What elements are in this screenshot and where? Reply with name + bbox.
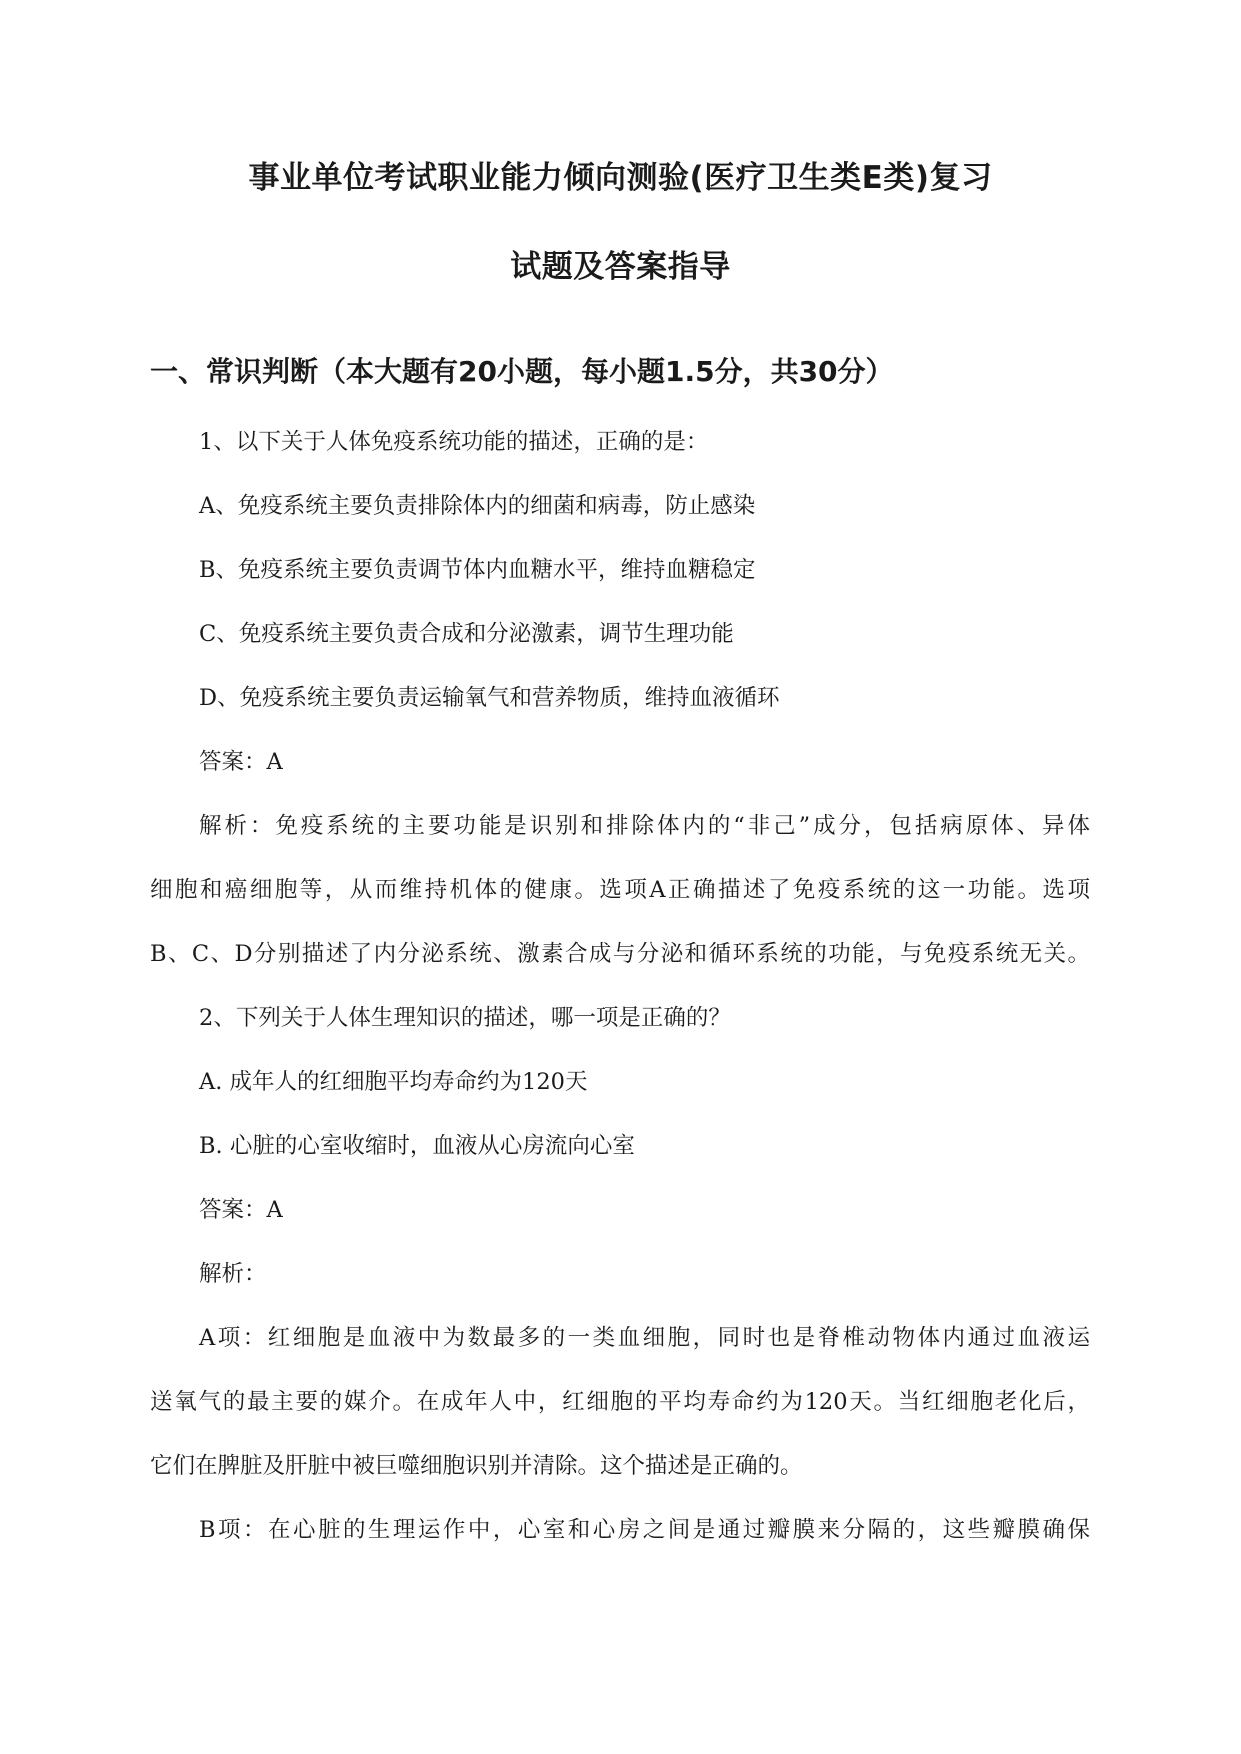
section-heading: 一、常识判断（本大题有20小题，每小题1.5分，共30分） [150, 355, 894, 388]
question-1-analysis-line2: 细胞和癌细胞等，从而维持机体的健康。选项A正确描述了免疫系统的这一功能。选项 [150, 877, 1090, 903]
question-2-analysis-a-line2: 送氧气的最主要的媒介。在成年人中，红细胞的平均寿命约为120天。当红细胞老化后， [150, 1389, 1090, 1415]
question-1-analysis-line3: B、C、D分别描述了内分泌系统、激素合成与分泌和循环系统的功能，与免疫系统无关。 [150, 941, 1090, 967]
question-2-analysis-a-line1: A项：红细胞是血液中为数最多的一类血细胞，同时也是脊椎动物体内通过血液运 [199, 1325, 1090, 1351]
question-1-option-d: D、免疫系统主要负责运输氧气和营养物质，维持血液循环 [199, 685, 780, 711]
document-title-line2: 试题及答案指导 [510, 249, 731, 285]
question-1-option-c: C、免疫系统主要负责合成和分泌激素，调节生理功能 [199, 621, 734, 647]
question-2-analysis-label: 解析： [199, 1261, 267, 1287]
question-2-option-b: B. 心脏的心室收缩时，血液从心房流向心室 [199, 1133, 635, 1159]
question-1-analysis-line1: 解析：免疫系统的主要功能是识别和排除体内的“非己”成分，包括病原体、异体 [199, 813, 1090, 839]
question-1-option-b: B、免疫系统主要负责调节体内血糖水平，维持血糖稳定 [199, 557, 756, 583]
question-1-answer: 答案：A [199, 749, 283, 775]
question-2-answer: 答案：A [199, 1197, 283, 1223]
document-title-line1: 事业单位考试职业能力倾向测验(医疗卫生类E类)复习 [248, 160, 993, 196]
question-1-option-a: A、免疫系统主要负责排除体内的细菌和病毒，防止感染 [199, 493, 756, 519]
question-2-option-a: A. 成年人的红细胞平均寿命约为120天 [199, 1069, 588, 1095]
question-2-stem: 2、下列关于人体生理知识的描述，哪一项是正确的？ [199, 1005, 731, 1031]
question-2-analysis-b-line1: B项：在心脏的生理运作中，心室和心房之间是通过瓣膜来分隔的，这些瓣膜确保 [199, 1517, 1090, 1543]
question-1-stem: 1、以下关于人体免疫系统功能的描述，正确的是： [199, 429, 709, 455]
question-2-analysis-a-line3: 它们在脾脏及肝脏中被巨噬细胞识别并清除。这个描述是正确的。 [150, 1453, 803, 1479]
